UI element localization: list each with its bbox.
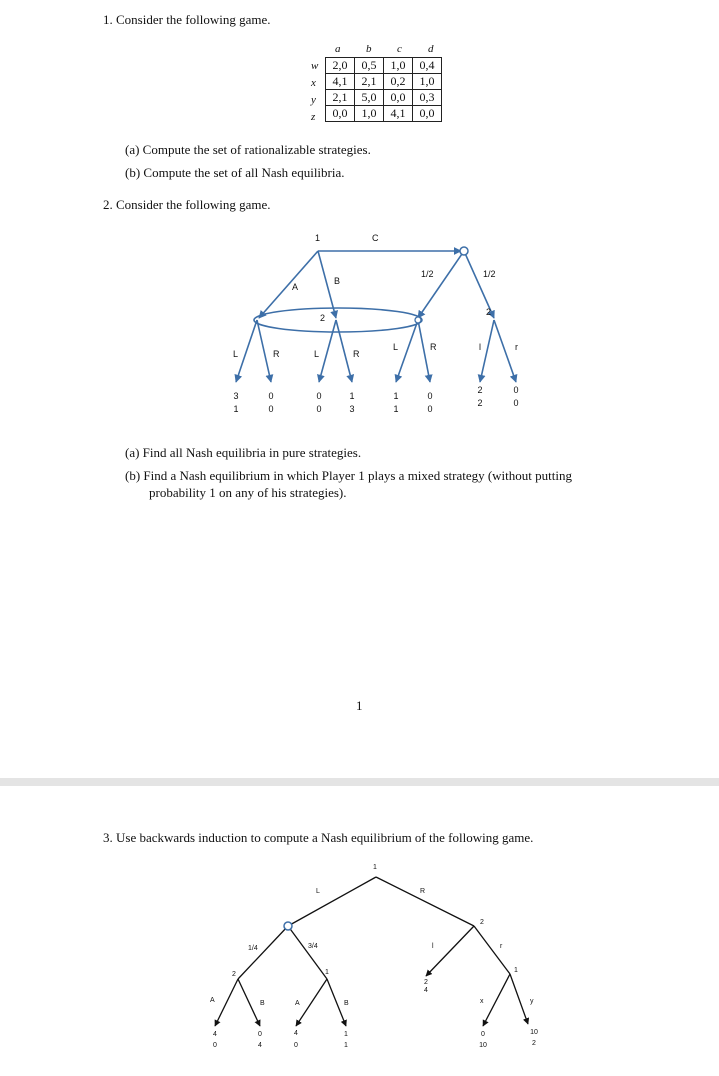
tree-label: 1 — [514, 967, 518, 974]
matrix-cell: 1,0 — [413, 74, 442, 90]
tree-label: B — [334, 276, 341, 286]
tree-label: 1/2 — [483, 269, 496, 279]
row-label-y: y — [311, 94, 316, 106]
matrix-cell: 5,0 — [355, 90, 384, 106]
row-label-x: x — [311, 77, 316, 89]
payoff-p1: 0 — [513, 385, 519, 395]
chance-node — [284, 922, 292, 930]
payoff-p1: 4 — [213, 1031, 217, 1038]
chance-node — [460, 247, 468, 255]
q3-game-tree — [0, 786, 719, 1076]
payoff-p2: 3 — [349, 404, 355, 414]
tree-label: R — [273, 349, 280, 359]
tree-label: 2 — [232, 971, 236, 978]
matrix-cell: 2,1 — [355, 74, 384, 90]
tree-label: 1 — [315, 233, 321, 243]
payoff-p1: 0 — [258, 1031, 262, 1038]
payoff-p2: 1 — [233, 404, 239, 414]
payoff-p1: 2 — [424, 979, 428, 986]
payoff-p1: 0 — [268, 391, 274, 401]
tree-label: L — [233, 349, 239, 359]
payoff-p1: 1 — [349, 391, 355, 401]
payoff-p2: 2 — [532, 1040, 536, 1047]
matrix-cell: 0,5 — [355, 58, 384, 74]
matrix-cell: 0,0 — [326, 106, 355, 122]
payoff-p1: 1 — [344, 1031, 348, 1038]
payoff-p2: 10 — [479, 1042, 487, 1049]
payoff-p2: 0 — [268, 404, 274, 414]
payoff-p1: 0 — [316, 391, 322, 401]
tree-label: A — [295, 1000, 300, 1007]
payoff-p1: 0 — [481, 1031, 485, 1038]
tree-label: 1/4 — [248, 945, 258, 952]
q2-title: 2. Consider the following game. — [103, 197, 271, 212]
q2-game-tree — [0, 0, 719, 460]
tree-label: L — [393, 342, 399, 352]
matrix-cell: 0,0 — [384, 90, 413, 106]
matrix-cell: 2,1 — [326, 90, 355, 106]
payoff-p1: 2 — [477, 385, 483, 395]
q1-part-b: (b) Compute the set of all Nash equilibria. — [125, 165, 345, 180]
tree-label: R — [420, 888, 426, 895]
tree-label: L — [316, 888, 320, 895]
matrix-cell: 0,3 — [413, 90, 442, 106]
tree-label: B — [260, 1000, 265, 1007]
payoff-p2: 0 — [316, 404, 322, 414]
tree-label: r — [500, 943, 503, 950]
col-label-c: c — [397, 43, 402, 55]
tree-label: 2 — [320, 313, 326, 323]
tree-label: 1/2 — [421, 269, 434, 279]
matrix-cell: 0,4 — [413, 58, 442, 74]
payoff-p2: 4 — [424, 987, 428, 994]
payoff-p1: 0 — [427, 391, 433, 401]
page-2 — [0, 786, 719, 1076]
q3-title: 3. Use backwards induction to compute a Nash equilibrium of the following game. — [103, 830, 534, 845]
tree-label: r — [515, 342, 518, 352]
tree-label: l — [432, 943, 434, 950]
tree-label: y — [530, 998, 534, 1005]
tree-label: L — [314, 349, 320, 359]
payoff-p2: 0 — [213, 1042, 217, 1049]
tree-label: A — [292, 282, 299, 292]
tree-label: R — [353, 349, 360, 359]
tree-label: R — [430, 342, 437, 352]
payoff-p2: 0 — [513, 398, 519, 408]
page-separator — [0, 778, 719, 786]
q1-title: 1. Consider the following game. — [103, 12, 271, 27]
payoff-p2: 4 — [258, 1042, 262, 1049]
row-label-w: w — [311, 60, 319, 72]
page-number: 1 — [356, 698, 363, 713]
q2-part-b-line1: (b) Find a Nash equilibrium in which Player 1 plays a mixed strategy (without putting — [125, 468, 572, 483]
payoff-p1: 1 — [393, 391, 399, 401]
tree-label: 1 — [373, 864, 377, 871]
tree-label: C — [372, 233, 379, 243]
q1-part-a: (a) Compute the set of rationalizable strategies. — [125, 142, 371, 157]
matrix-cell: 0,0 — [413, 106, 442, 122]
edge-chance-left — [418, 251, 464, 318]
tree-label: 2 — [480, 919, 484, 926]
payoff-p2: 0 — [294, 1042, 298, 1049]
tree-label: 2 — [486, 307, 492, 317]
tree-label: l — [479, 342, 481, 352]
payoff-p1: 3 — [233, 391, 239, 401]
payoff-p1: 10 — [530, 1029, 538, 1036]
q2-part-a: (a) Find all Nash equilibria in pure strategies. — [125, 445, 362, 460]
payoff-p2: 0 — [427, 404, 433, 414]
tree-label: 1 — [325, 969, 329, 976]
col-label-b: b — [366, 43, 372, 55]
matrix-cell: 4,1 — [384, 106, 413, 122]
payoff-p2: 2 — [477, 398, 483, 408]
tree-label: 3/4 — [308, 943, 318, 950]
col-label-d: d — [428, 43, 434, 55]
payoff-p1: 4 — [294, 1030, 298, 1037]
row-label-z: z — [311, 111, 316, 123]
payoff-p2: 1 — [393, 404, 399, 414]
tree-label: B — [344, 1000, 349, 1007]
q2-part-b-line2: probability 1 on any of his strategies). — [149, 485, 347, 500]
payoff-p2: 1 — [344, 1042, 348, 1049]
matrix-cell: 1,0 — [384, 58, 413, 74]
matrix-cell: 1,0 — [355, 106, 384, 122]
tree-label: x — [480, 998, 484, 1005]
matrix-cell: 0,2 — [384, 74, 413, 90]
matrix-cell: 4,1 — [326, 74, 355, 90]
col-label-a: a — [335, 43, 341, 55]
tree-label: A — [210, 997, 215, 1004]
matrix-cell: 2,0 — [326, 58, 355, 74]
